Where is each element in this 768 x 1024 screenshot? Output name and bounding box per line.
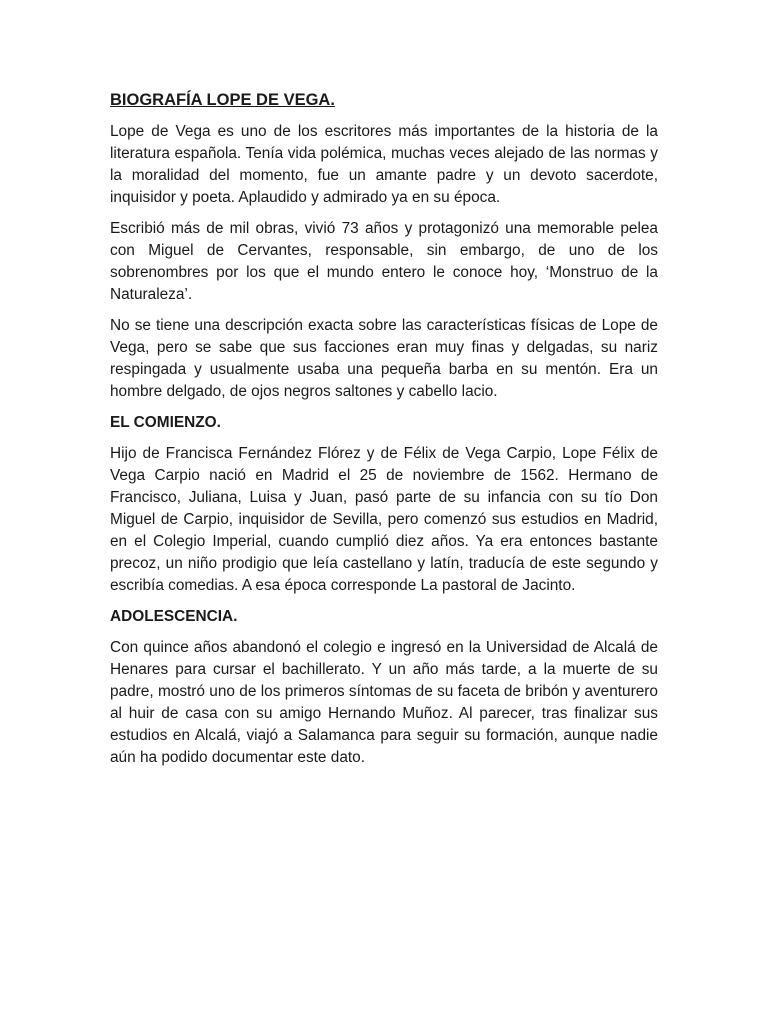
document-title: BIOGRAFÍA LOPE DE VEGA.	[110, 91, 335, 109]
intro-paragraph-3: No se tiene una descripción exacta sobre las características físicas de Lope de Vega, pero se sabe que sus facciones eran muy finas y delgadas, su nariz respingada y usualmente usaba una pequeña barba en su mentón. Era un hombre delgado, de ojos negros saltones y cabello lacio.	[110, 317, 658, 400]
section-paragraph-adolescencia: Con quince años abandonó el colegio e ingresó en la Universidad de Alcalá de Henares para cursar el bachillerato. Y un año más tarde, a la muerte de su padre, mostró uno de los primeros síntomas de su faceta de bribón y aventurero al huir de casa con su amigo Hernando Muñoz. Al parecer, tras finalizar sus estudios en Alcalá, viajó a Salamanca para seguir su formación, aunque nadie aún ha podido documentar este dato.	[110, 639, 658, 766]
section-heading-comienzo: EL COMIENZO.	[110, 414, 221, 431]
intro-paragraph-1: Lope de Vega es uno de los escritores más importantes de la historia de la literatura española. Tenía vida polémica, muchas veces alejado de las normas y la moralidad del momento, fue un amante padre y un devoto sacerdote, inquisidor y poeta. Aplaudido y admirado ya en su época.	[110, 123, 658, 206]
section-paragraph-comienzo: Hijo de Francisca Fernández Flórez y de Félix de Vega Carpio, Lope Félix de Vega Carpio nació en Madrid el 25 de noviembre de 1562. Hermano de Francisco, Juliana, Luisa y Juan, pasó parte de su infancia con su tío Don Miguel de Carpio, inquisidor de Sevilla, pero comenzó sus estudios en Madrid, en el Colegio Imperial, cuando cumplió diez años. Ya era entonces bastante precoz, un niño prodigio que leía castellano y latín, traducía de este segundo y escribía comedias. A esa época corresponde La pastoral de Jacinto.	[110, 445, 658, 594]
section-heading-adolescencia: ADOLESCENCIA.	[110, 608, 238, 625]
document-page	[110, 88, 658, 778]
intro-paragraph-2: Escribió más de mil obras, vivió 73 años y protagonizó una memorable pelea con Miguel de Cervantes, responsable, sin embargo, de uno de los sobrenombres por los que el mundo entero le conoce hoy, ‘Monstruo de la Naturaleza’.	[110, 220, 658, 303]
